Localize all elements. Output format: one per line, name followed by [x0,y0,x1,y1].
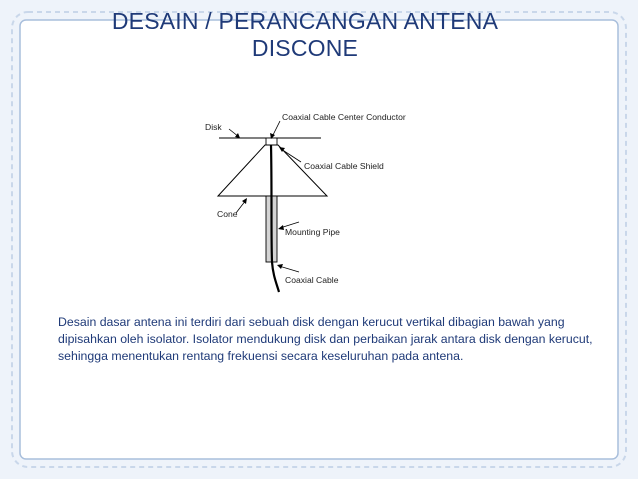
label-center-conductor: Coaxial Cable Center Conductor [282,112,406,122]
description-text: Desain dasar antena ini terdiri dari sebuah disk dengan kerucut vertikal dibagian bawah yang dipisahkan oleh isolator. Isolator mendukung disk dan perbaikan jarak antara disk dengan kerucut, sehingga menentukan rentang frekuensi secara keseluruhan pada antena. [58,315,593,363]
label-shield: Coaxial Cable Shield [304,161,384,171]
label-coaxial-cable: Coaxial Cable [285,275,339,285]
mounting-pipe-arrow [278,225,284,230]
disk-arrow [235,133,240,138]
label-cone: Cone [217,209,238,219]
label-disk: Disk [205,122,222,132]
coaxial-cable-leader [279,266,299,272]
title-line-2: DISCONE [251,35,359,61]
coaxial-cable-arrow [277,264,283,269]
title-line-1: DESAIN / PERANCANGAN ANTENA [111,8,499,34]
cone-arrow [242,198,247,204]
insulator-box [266,138,277,145]
label-mounting-pipe: Mounting Pipe [285,227,340,237]
